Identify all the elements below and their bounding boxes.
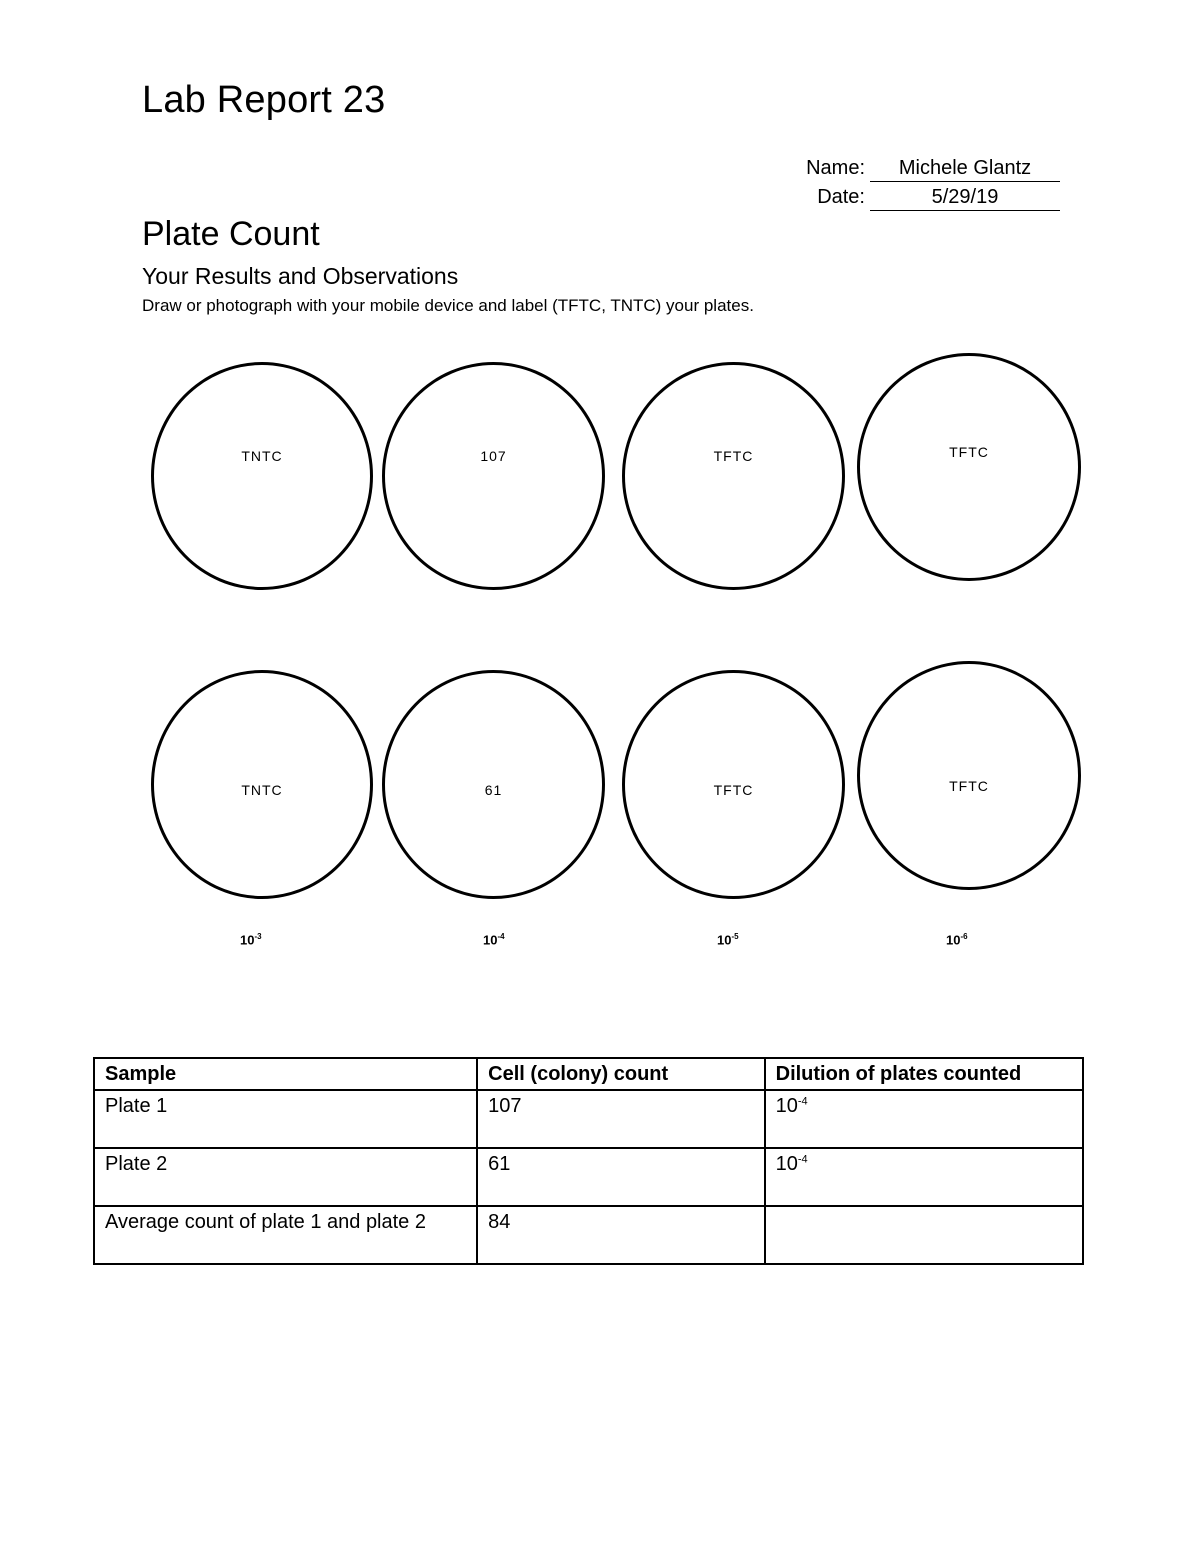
dilution-label-2 bbox=[483, 932, 505, 947]
name-label: Name: bbox=[806, 157, 865, 179]
plate-label: TFTC bbox=[713, 448, 754, 464]
plate-label: TNTC bbox=[241, 448, 283, 464]
table-header-sample: Sample bbox=[94, 1058, 477, 1090]
dilution-exponent: -4 bbox=[797, 1095, 808, 1108]
dilution-base: 10 bbox=[483, 932, 498, 948]
dilution-base: 10 bbox=[946, 932, 961, 948]
dilution-label-4 bbox=[946, 932, 968, 947]
dilution-base: 10 bbox=[775, 1153, 798, 1175]
plate-row2-3 bbox=[622, 670, 845, 899]
dilution-exponent: -3 bbox=[254, 932, 262, 941]
dilution-label-3 bbox=[717, 932, 739, 947]
date-label: Date: bbox=[817, 186, 865, 208]
table-row bbox=[94, 1148, 1083, 1206]
table-cell-dilution bbox=[765, 1206, 1083, 1264]
table-cell-dilution bbox=[765, 1090, 1083, 1148]
results-table bbox=[93, 1057, 1084, 1265]
table-row bbox=[94, 1206, 1083, 1264]
table-header-count: Cell (colony) count bbox=[477, 1058, 764, 1090]
table-header-dilution: Dilution of plates counted bbox=[765, 1058, 1083, 1090]
document-title: Lab Report 23 bbox=[142, 79, 386, 121]
plate-row2-1 bbox=[151, 670, 373, 899]
plate-label: TNTC bbox=[241, 781, 283, 798]
dilution-base: 10 bbox=[717, 932, 732, 948]
table-cell-count: 107 bbox=[477, 1090, 764, 1148]
dilution-label-1 bbox=[240, 932, 262, 947]
plate-label: 107 bbox=[480, 448, 507, 464]
plate-row2-2 bbox=[382, 670, 605, 899]
plate-label: TFTC bbox=[949, 777, 989, 794]
instructions-text: Draw or photograph with your mobile device and label (TFTC, TNTC) your plates. bbox=[142, 296, 754, 315]
name-value: Michele Glantz bbox=[870, 155, 1060, 182]
plate-label: TFTC bbox=[713, 781, 754, 798]
table-cell-dilution bbox=[765, 1148, 1083, 1206]
dilution-exponent: -4 bbox=[797, 1153, 808, 1166]
dilution-base: 10 bbox=[240, 932, 255, 948]
plate-label: TFTC bbox=[949, 444, 989, 460]
table-cell-sample: Plate 1 bbox=[94, 1090, 477, 1148]
dilution-exponent: -6 bbox=[960, 932, 968, 941]
plate-label: 61 bbox=[484, 781, 503, 798]
section-subtitle: Your Results and Observations bbox=[142, 263, 459, 289]
section-title: Plate Count bbox=[142, 215, 320, 253]
dilution-exponent: -5 bbox=[731, 932, 739, 941]
date-value: 5/29/19 bbox=[870, 184, 1060, 211]
table-cell-count: 61 bbox=[477, 1148, 764, 1206]
plate-row1-4 bbox=[857, 353, 1081, 581]
plate-row1-3 bbox=[622, 362, 845, 590]
table-row bbox=[94, 1090, 1083, 1148]
table-header-row bbox=[94, 1058, 1083, 1090]
table-cell-sample: Plate 2 bbox=[94, 1148, 477, 1206]
table-cell-sample: Average count of plate 1 and plate 2 bbox=[94, 1206, 477, 1264]
plate-row1-1 bbox=[151, 362, 373, 590]
dilution-exponent: -4 bbox=[497, 932, 505, 941]
table-cell-count: 84 bbox=[477, 1206, 764, 1264]
dilution-base: 10 bbox=[775, 1095, 798, 1117]
plate-row1-2 bbox=[382, 362, 605, 590]
plate-row2-4 bbox=[857, 661, 1081, 890]
